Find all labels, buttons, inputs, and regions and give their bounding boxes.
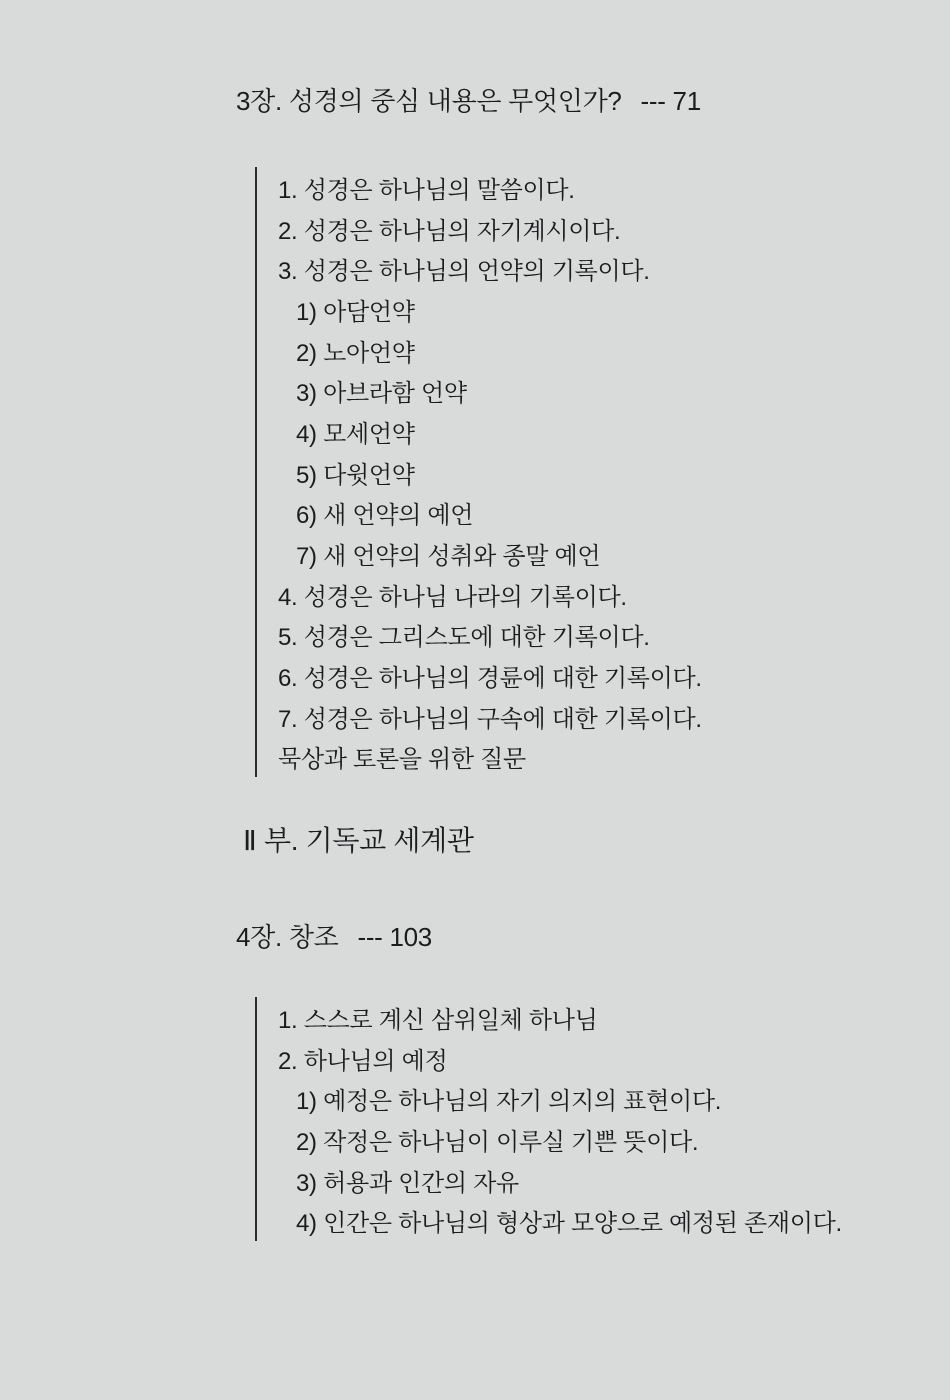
chapter4-title: 4장. 창조 xyxy=(236,922,339,952)
toc-item: 3. 성경은 하나님의 언약의 기록이다. xyxy=(278,258,650,286)
part2-heading: Ⅱ 부. 기독교 세계관 xyxy=(243,825,474,856)
toc-item: 3) 아브라함 언약 xyxy=(296,380,467,408)
toc-item: 5. 성경은 그리스도에 대한 기록이다. xyxy=(278,624,650,652)
toc-item: 1) 아담언약 xyxy=(296,298,415,326)
toc-item: 1) 예정은 하나님의 자기 의지의 표현이다. xyxy=(296,1088,722,1116)
toc-item: 2) 노아언약 xyxy=(296,339,415,367)
toc-item: 묵상과 토론을 위한 질문 xyxy=(278,746,526,774)
chapter4-page-number: --- 103 xyxy=(357,922,432,952)
chapter3-title: 3장. 성경의 중심 내용은 무엇인가? xyxy=(236,86,622,116)
toc-item: 4. 성경은 하나님 나라의 기록이다. xyxy=(278,583,627,611)
chapter3-title-row xyxy=(236,81,701,118)
chapter3-item-list xyxy=(255,167,702,777)
toc-item: 6. 성경은 하나님의 경륜에 대한 기록이다. xyxy=(278,665,702,693)
toc-item: 7. 성경은 하나님의 구속에 대한 기록이다. xyxy=(278,705,702,733)
toc-item: 5) 다윗언약 xyxy=(296,461,415,489)
toc-item: 4) 인간은 하나님의 형상과 모양으로 예정된 존재이다. xyxy=(296,1210,842,1238)
toc-item: 2) 작정은 하나님이 이루실 기쁜 뜻이다. xyxy=(296,1128,699,1156)
toc-item: 7) 새 언약의 성취와 종말 예언 xyxy=(296,543,601,571)
toc-item: 1. 성경은 하나님의 말씀이다. xyxy=(278,176,575,204)
toc-item: 6) 새 언약의 예언 xyxy=(296,502,474,530)
chapter3-page-number: --- 71 xyxy=(640,86,701,116)
chapter4-title-row xyxy=(236,917,432,954)
toc-item: 2. 성경은 하나님의 자기계시이다. xyxy=(278,217,621,245)
toc-item: 4) 모세언약 xyxy=(296,420,415,448)
chapter4-item-list xyxy=(255,997,842,1241)
toc-item: 2. 하나님의 예정 xyxy=(278,1047,448,1075)
toc-item: 1. 스스로 계신 삼위일체 하나님 xyxy=(278,1006,598,1034)
toc-item: 3) 허용과 인간의 자유 xyxy=(296,1169,519,1197)
